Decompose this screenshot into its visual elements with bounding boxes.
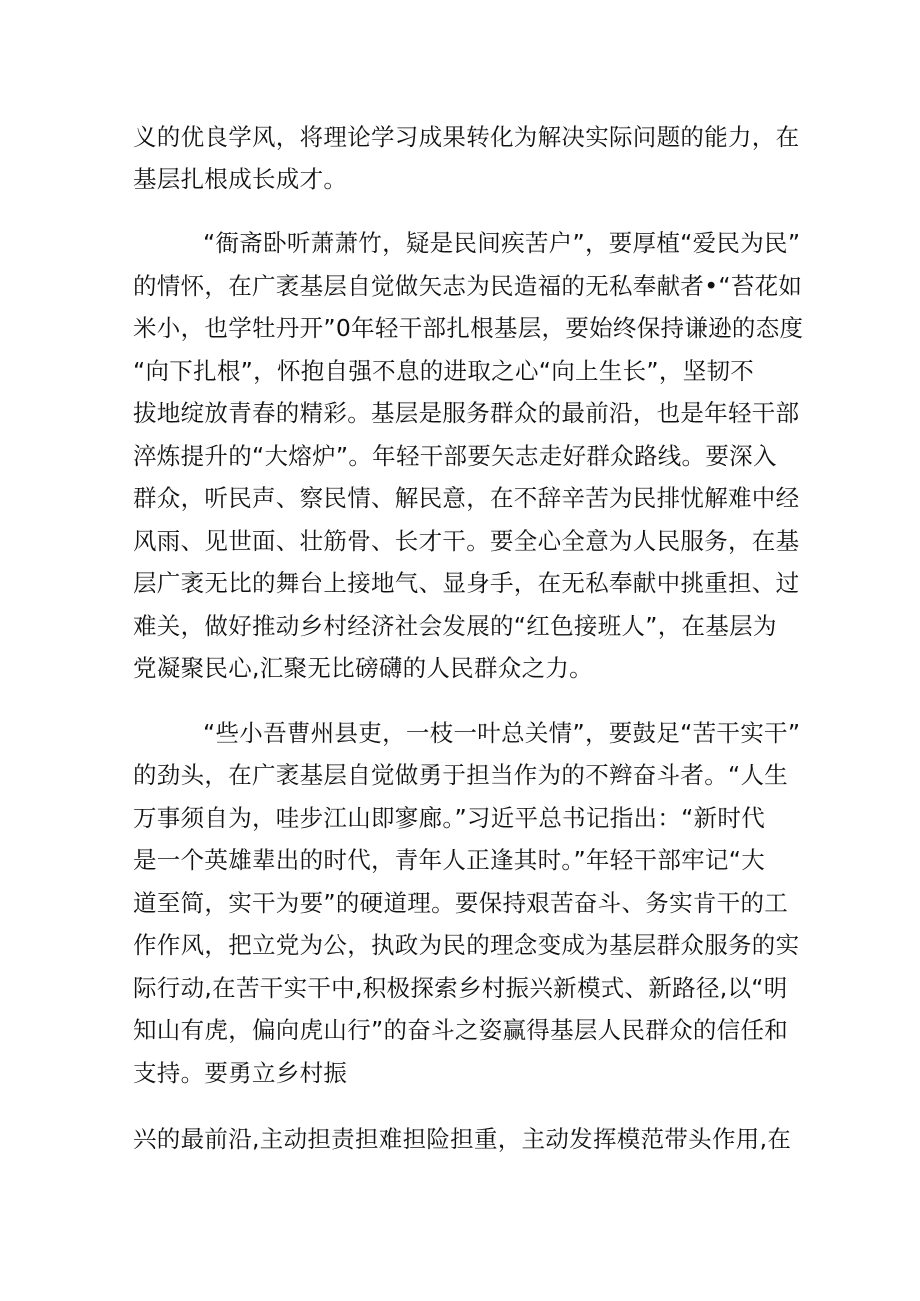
text-line: 道至简，实干为要”的硬道理。要保持艰苦奋斗、务实肯干的工 bbox=[133, 889, 789, 917]
text-line: 拔地绽放青春的精彩。基层是服务群众的最前沿，也是年轻干部 bbox=[133, 399, 800, 427]
text-line: 米小，也学牡丹开”0年轻干部扎根基层，要始终保持谦逊的态度 bbox=[133, 314, 804, 342]
text-line: 际行动,在苦干实干中,积极探索乡村振兴新模式、新路径,以“明 bbox=[133, 974, 788, 1002]
text-line: “向下扎根”，怀抱自强不息的进取之心“向上生长”，坚韧不 bbox=[133, 357, 755, 385]
paragraph-start-line: “些小吾曹州县吏，一枝一叶总关情”，要鼓足“苦干实干” bbox=[203, 719, 801, 747]
text-line: 万事须自为，哇步江山即寥廊。”习近平总书记指出：“新时代 bbox=[133, 804, 765, 832]
text-line: 党凝聚民心,汇聚无比磅礴的人民群众之力。 bbox=[133, 654, 593, 682]
text-line: 基层扎根成长成才。 bbox=[133, 165, 348, 193]
text-line: 群众，听民声、察民情、解民意，在不辞辛苦为民排忧解难中经 bbox=[133, 484, 800, 512]
text-line: 的情怀，在广袤基层自觉做矢志为民造福的无私奉献者•“苔花如 bbox=[133, 272, 803, 300]
text-line: 淬炼提升的“大熔炉”。年轻干部要矢志走好群众路线。要深入 bbox=[133, 442, 777, 470]
paragraph-start-line: “衙斋卧听萧萧竹，疑是民间疾苦户”，要厚植“爱民为民” bbox=[203, 229, 801, 257]
text-line: 支持。要勇立乡村振 bbox=[133, 1059, 348, 1087]
text-line: 作作风，把立党为公，执政为民的理念变成为基层群众服务的实 bbox=[133, 931, 800, 959]
text-line: 兴的最前沿,主动担责担难担险担重，主动发挥模范带头作用,在 bbox=[133, 1125, 792, 1153]
text-line: 风雨、见世面、壮筋骨、长才干。要全心全意为人民服务，在基 bbox=[133, 527, 800, 555]
text-line: 层广袤无比的舞台上接地气、显身手，在无私奉献中挑重担、过 bbox=[133, 569, 800, 597]
text-line: 难关，做好推动乡村经济社会发展的“红色接班人”，在基层为 bbox=[133, 612, 777, 640]
text-line: 的劲头，在广袤基层自觉做勇于担当作为的不辫奋斗者。“人生 bbox=[133, 761, 789, 789]
text-line: 知山有虎，偏向虎山行”的奋斗之姿赢得基层人民群众的信任和 bbox=[133, 1016, 789, 1044]
text-line: 义的优良学风，将理论学习成果转化为解决实际问题的能力，在 bbox=[133, 123, 800, 151]
text-line: 是一个英雄辈出的时代，青年人正逢其时。”年轻干部牢记“大 bbox=[133, 846, 765, 874]
